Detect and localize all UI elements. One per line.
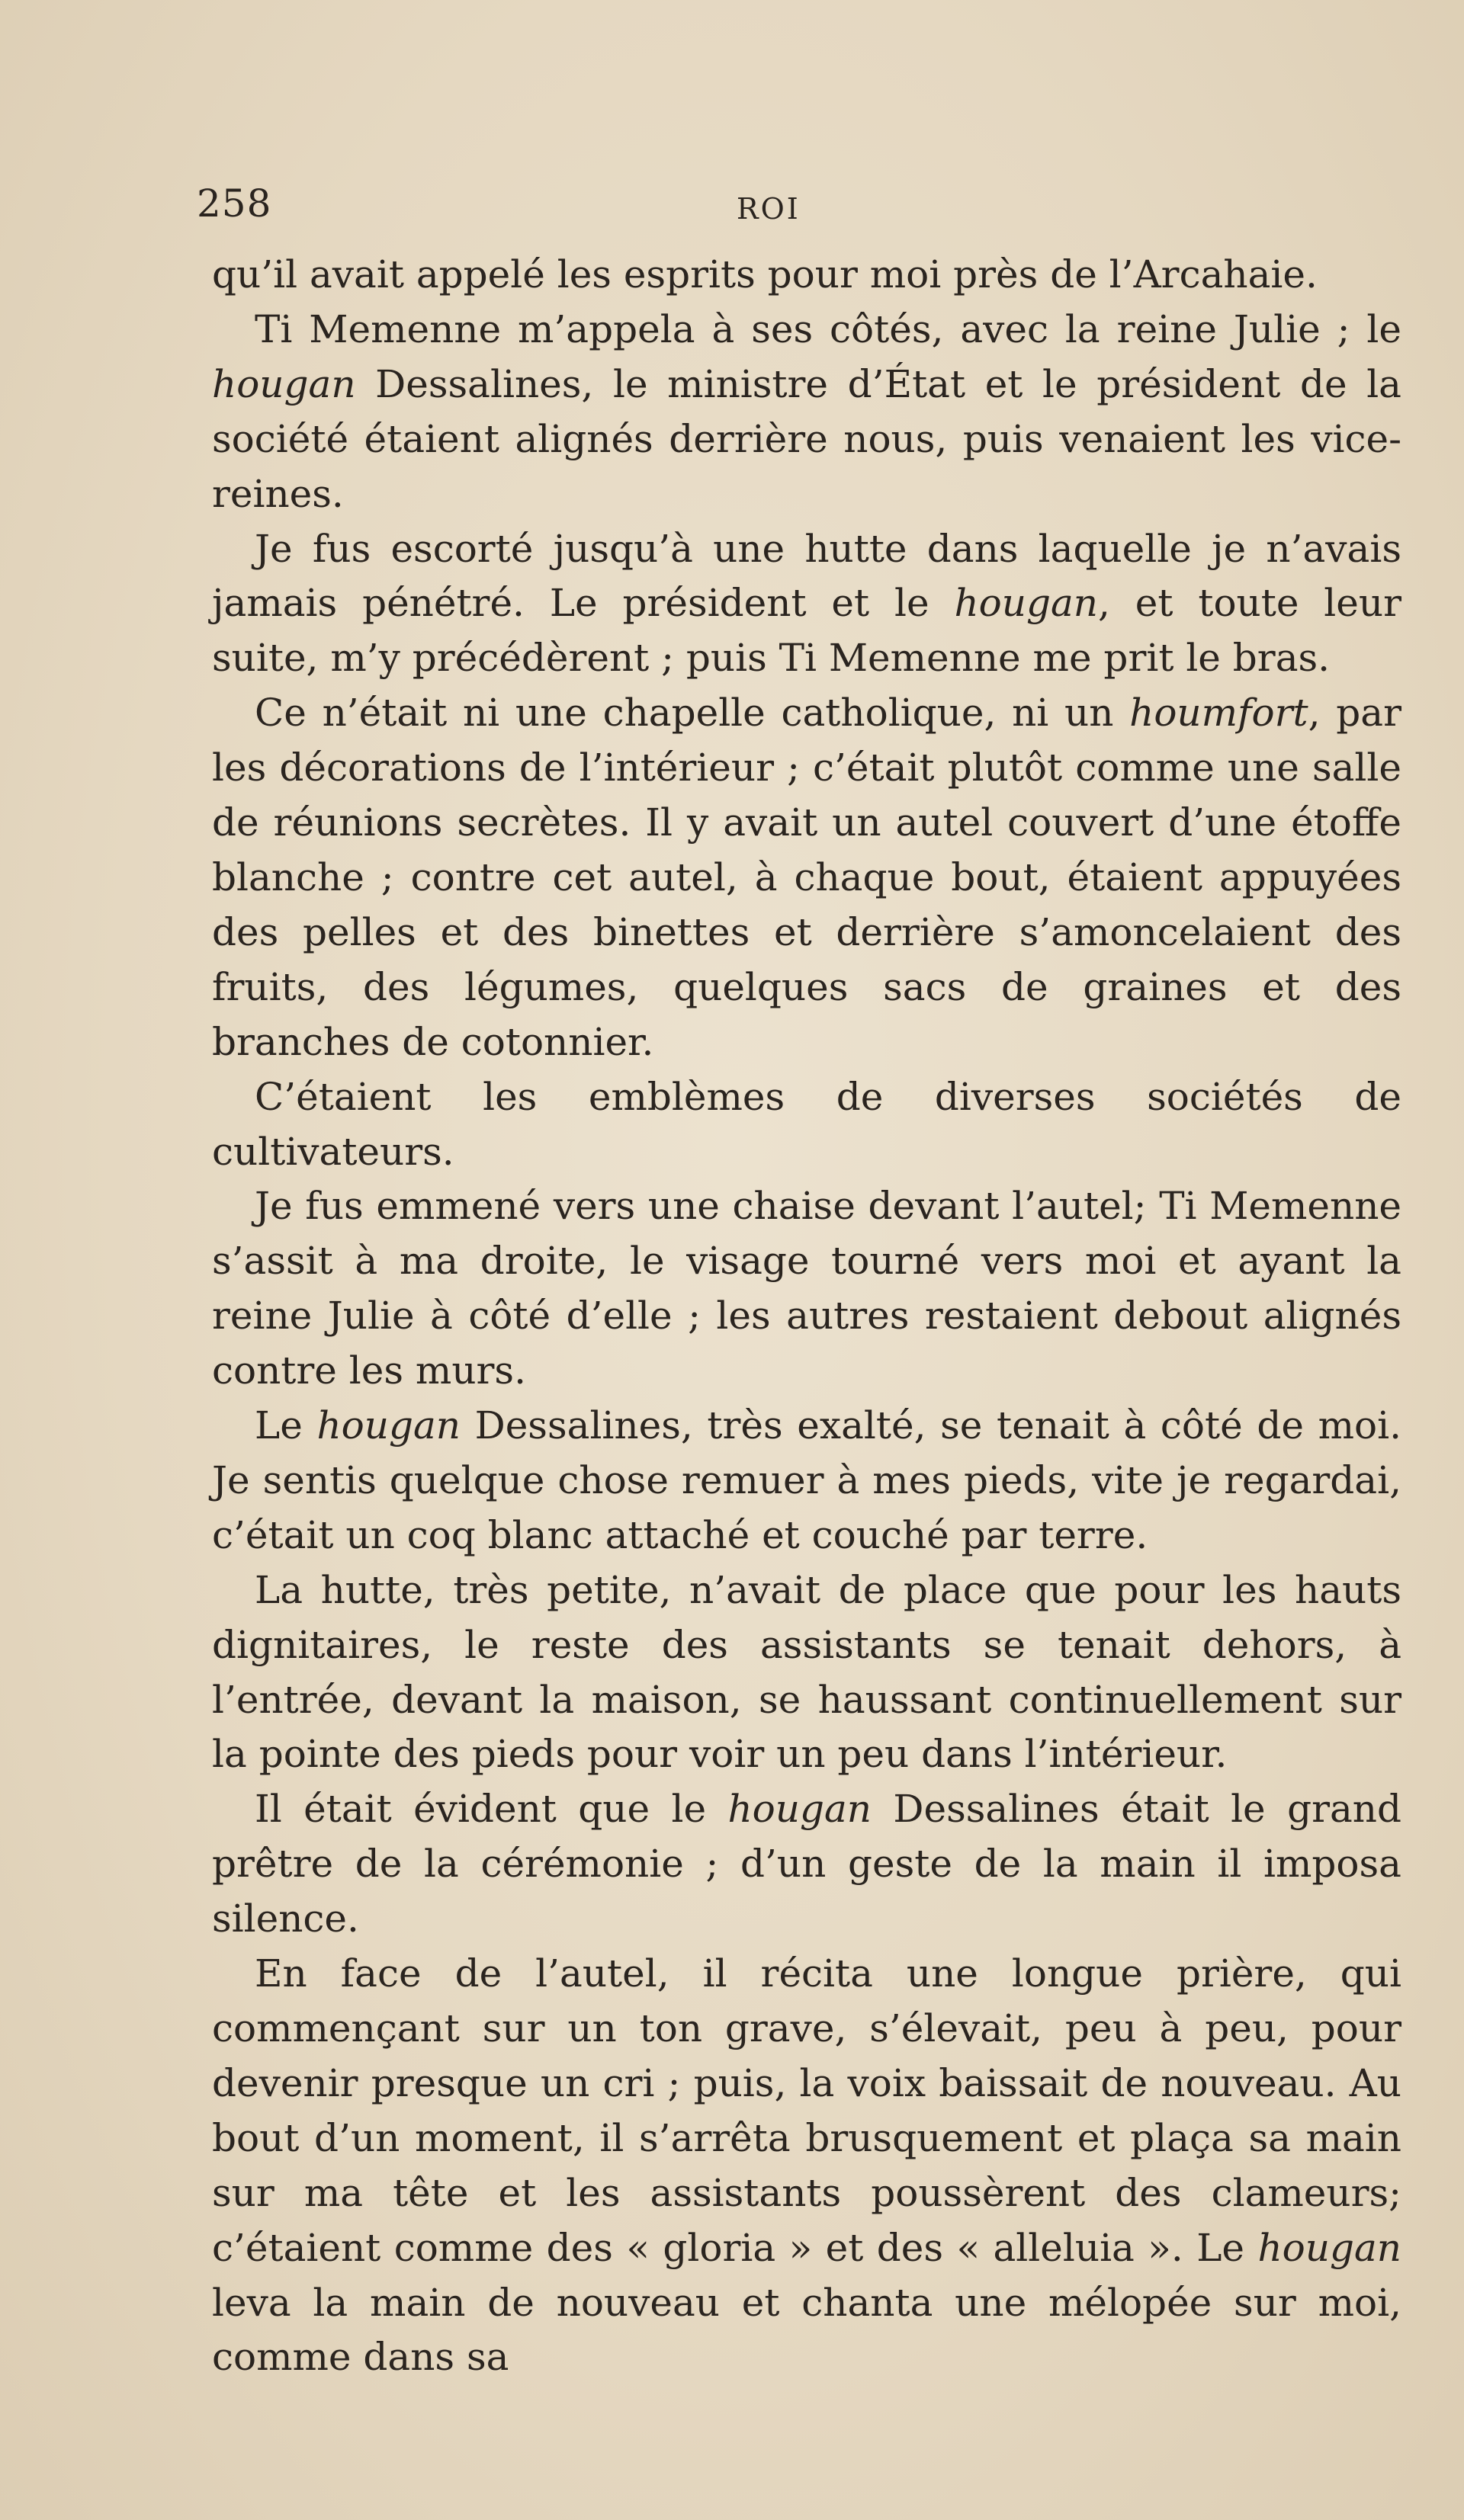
text-segment: En face de l’autel, il récita une longue prière, qui commençant sur un ton grave, s’élevait, peu à peu, pour devenir presque un cri ; puis, la voix baissait de nouveau. Au bout d’un moment, il s’arrêta brusquement et plaça sa main sur ma tête et les assistants poussèrent des clameurs; c’étaient comme des « gloria » et des « alleluia ». Le	[212, 1951, 1401, 2270]
text-segment: qu’il avait appelé les esprits pour moi près de l’Arcahaie.	[212, 252, 1318, 297]
text-segment: Le	[255, 1403, 317, 1448]
text-segment: leva la main de nouveau et chanta une mélopée sur moi, comme dans sa	[212, 2280, 1401, 2380]
paragraph	[212, 1947, 1401, 2385]
text-segment: C’étaient les emblèmes de diverses sociétés de cultivateurs.	[212, 1074, 1401, 1174]
text-segment: Dessalines, très exalté, se tenait à côté de moi. Je sentis quelque chose remuer à mes pieds, vite je regardai, c’était un coq blanc attaché et couché par terre.	[212, 1403, 1401, 1557]
italic-term: hougan	[954, 581, 1098, 626]
paragraph	[212, 522, 1401, 687]
text-segment: Je fus emmené vers une chaise devant l’autel; Ti Memenne s’assit à ma droite, le visage tourné vers moi et ayant la reine Julie à côté d’elle ; les autres restaient debout alignés contre les murs.	[212, 1184, 1401, 1393]
italic-term: hougan	[316, 1403, 461, 1448]
paragraph	[212, 1782, 1401, 1947]
page-header	[197, 181, 1386, 235]
italic-term: hougan	[212, 361, 356, 406]
paragraph	[212, 686, 1401, 1069]
paragraph	[212, 303, 1401, 522]
paragraph	[212, 248, 1401, 303]
italic-term: hougan	[727, 1787, 872, 1832]
page-number: 258	[197, 181, 272, 226]
text-segment: , par les décorations de l’intérieur ; c’était plutôt comme une salle de réunions secrètes. Il y avait un autel couvert d’une étoffe blanche ; contre cet autel, à chaque bout, étaient appuyées des pelles et des binettes et derrière s’amoncelaient des fruits, des légumes, quelques sacs de graines et des branches de cotonnier.	[212, 691, 1401, 1064]
text-segment: Ce n’était ni une chapelle catholique, ni un	[255, 691, 1130, 736]
italic-term: houmfort	[1129, 691, 1308, 736]
paragraph	[212, 1179, 1401, 1399]
text-segment: Dessalines, le ministre d’État et le président de la société étaient alignés derrière nous, puis venaient les vice-reines.	[212, 361, 1401, 516]
paragraph	[212, 1399, 1401, 1563]
text-segment: , et toute leur suite, m’y précédèrent ; puis Ti Memenne me prit le bras.	[212, 581, 1401, 681]
text-segment: La hutte, très petite, n’avait de place que pour les hauts dignitaires, le reste des assistants se tenait dehors, à l’entrée, devant la maison, se haussant continuellement sur la pointe des pieds pour voir un peu dans l’intérieur.	[212, 1567, 1401, 1777]
running-head: ROI	[737, 192, 801, 226]
body-text	[212, 248, 1401, 2385]
text-segment: Dessalines était le grand prêtre de la cérémonie ; d’un geste de la main il imposa silence.	[212, 1787, 1401, 1941]
italic-term: hougan	[1257, 2225, 1401, 2270]
text-segment: Il était évident que le	[255, 1787, 728, 1832]
text-segment: Je fus escorté jusqu’à une hutte dans laquelle je n’avais jamais pénétré. Le président et le	[212, 526, 1401, 626]
paragraph	[212, 1563, 1401, 1783]
paragraph	[212, 1070, 1401, 1180]
text-segment: Ti Memenne m’appela à ses côtés, avec la reine Julie ; le	[255, 306, 1401, 351]
